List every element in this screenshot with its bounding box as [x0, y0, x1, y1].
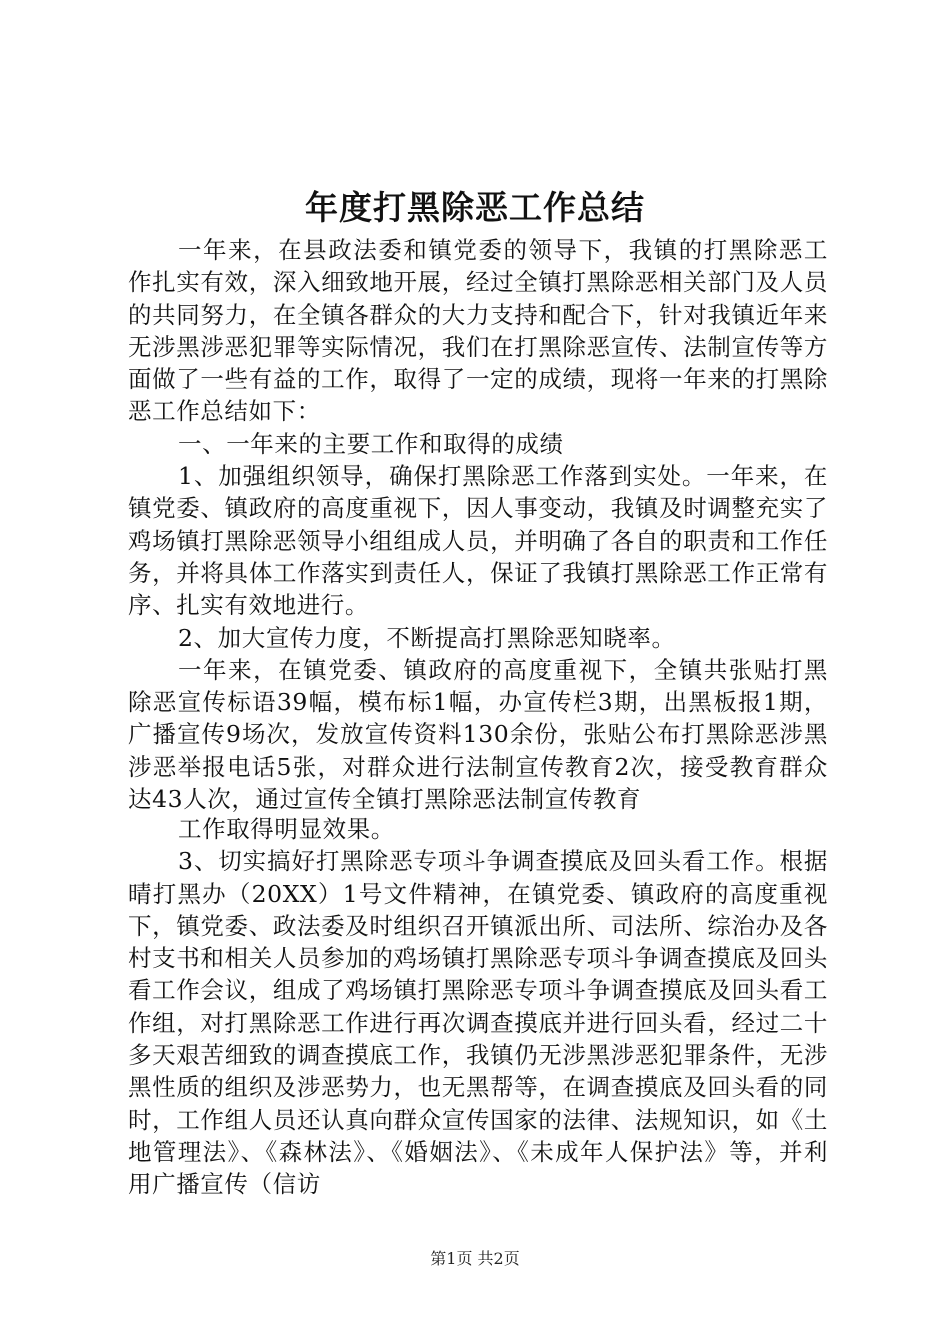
page-number-footer: 第1页 共2页 — [430, 1249, 520, 1268]
item-heading-2: 2、加大宣传力度，不断提高打黑除恶知晓率。 — [178, 623, 676, 652]
body-section-2 — [128, 813, 828, 1201]
item-paragraph-1: 1、加强组织领导，确保打黑除恶工作落到实处。一年来，在镇党委、镇政府的高度重视下，因人事变动，我镇及时调整充实了鸡场镇打黑除恶领导小组组成人员，并明确了各自的职责和工作任务，并将具体工作落实到责任人，保证了我镇打黑除恶工作正常有序、扎实有效地进行。 — [128, 462, 828, 620]
body-section-1 — [128, 234, 828, 815]
document-title: 年度打黑除恶工作总结 — [305, 188, 645, 227]
intro-paragraph: 一年来，在县政法委和镇党委的领导下，我镇的打黑除恶工作扎实有效，深入细致地开展，经过全镇打黑除恶相关部门及人员的共同努力，在全镇各群众的大力支持和配合下，针对我镇近年来无涉黑涉恶犯罪等实际情况，我们在打黑除恶宣传、法制宣传等方面做了一些有益的工作，取得了一定的成绩，现将一年来的打黑除恶工作总结如下： — [128, 236, 828, 426]
item-paragraph-3: 3、切实搞好打黑除恶专项斗争调查摸底及回头看工作。根据晴打黑办（20XX）1号文件精神，在镇党委、镇政府的高度重视下，镇党委、政法委及时组织召开镇派出所、司法所、综治办及各村支书和相关人员参加的鸡场镇打黑除恶专项斗争调查摸底及回头看工作会议，组成了鸡场镇打黑除恶专项斗争调查摸底及回头看工作组，对打黑除恶工作进行再次调查摸底并进行回头看，经过二十多天艰苦细致的调查摸底工作，我镇仍无涉黑涉恶犯罪条件，无涉黑性质的组织及涉恶势力，也无黑帮等，在调查摸底及回头看的同时，工作组人员还认真向群众宣传国家的法律、法规知识，如《土地管理法》、《森林法》、《婚姻法》、《未成年人保护法》等，并利用广播宣传（信访 — [128, 847, 828, 1199]
item-paragraph-2: 一年来，在镇党委、镇政府的高度重视下，全镇共张贴打黑除恶宣传标语39幅，模布标1幅，办宣传栏3期，出黑板报1期，广播宣传9场次，发放宣传资料130余份，张贴公布打黑除恶涉黑涉恶举报电话5张，对群众进行法制宣传教育2次，接受教育群众达43人次，通过宣传全镇打黑除恶法制宣传教育 — [128, 655, 828, 814]
continuation-paragraph: 工作取得明显效果。 — [178, 815, 395, 843]
section-heading-1: 一、一年来的主要工作和取得的成绩 — [178, 429, 564, 458]
